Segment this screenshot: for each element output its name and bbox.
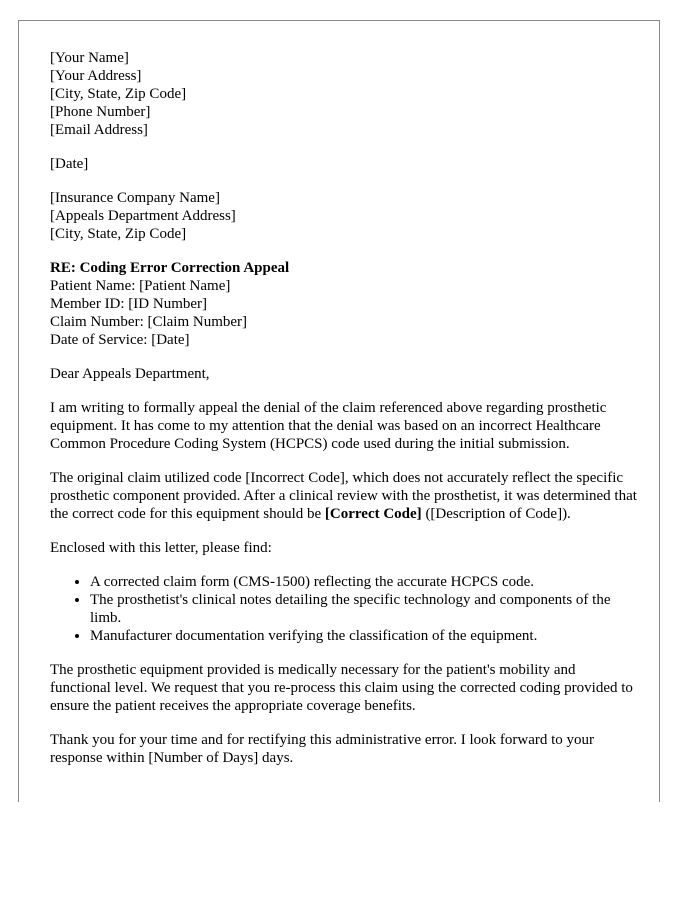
enclosure-item-manufacturer-docs: • Manufacturer documentation verifying the classification of the equipment. (90, 627, 640, 645)
recipient-company: [Insurance Company Name] (50, 190, 220, 206)
paragraph-code-before: The original claim utilized code [Incorrect Code], which does not accurately reflect the specific prosthetic component provided. After a clinical review with the prosthetist, it was determined that the correct code for this equipment should be (50, 470, 637, 522)
paragraph-closing: Thank you for your time and for rectifying this administrative error. I look forward to your response within [Number of Days] days. (50, 732, 595, 766)
sender-address: [Your Address] (50, 68, 142, 84)
re-date-of-service: Date of Service: [Date] (50, 332, 190, 348)
paragraph-appeal-intro: I am writing to formally appeal the denial of the claim referenced above regarding prosthetic equipment. It has come to my attention that the denial was based on an incorrect Healthcare Common Procedure Coding System (HCPCS) code used during the initial submission. (50, 400, 607, 452)
enclosure-intro: Enclosed with this letter, please find: (50, 540, 272, 556)
sender-block (50, 49, 640, 139)
recipient-block (50, 189, 640, 243)
letter-page (18, 20, 660, 802)
re-claim-number: Claim Number: [Claim Number] (50, 314, 248, 330)
correct-code-placeholder: [Correct Code] (324, 506, 422, 522)
enclosure-item-claim-form: • A corrected claim form (CMS-1500) reflecting the accurate HCPCS code. (90, 573, 640, 591)
paragraph-medical-necessity: The prosthetic equipment provided is medically necessary for the patient's mobility and functional level. We request that you re-process this claim using the corrected coding provided to ensure the patient receives the appropriate coverage benefits. (50, 662, 633, 714)
sender-city-state-zip: [City, State, Zip Code] (50, 86, 187, 102)
re-member-id: Member ID: [ID Number] (50, 296, 208, 312)
paragraph-code-after: ([Description of Code]). (421, 506, 571, 522)
salutation: Dear Appeals Department, (50, 366, 210, 382)
sender-phone: [Phone Number] (50, 104, 151, 120)
enclosure-list (50, 573, 640, 645)
recipient-city-state-zip: [City, State, Zip Code] (50, 226, 187, 242)
paragraph-code-correction (50, 469, 640, 523)
recipient-department-address: [Appeals Department Address] (50, 208, 236, 224)
re-subject: RE: Coding Error Correction Appeal (50, 260, 290, 276)
re-block (50, 259, 640, 349)
letter-body (50, 49, 640, 783)
sender-email: [Email Address] (50, 122, 148, 138)
letter-date: [Date] (50, 156, 89, 172)
date-block (50, 155, 640, 173)
enclosure-item-clinical-notes: • The prosthetist's clinical notes detailing the specific technology and components of the limb. (90, 591, 640, 627)
sender-name: [Your Name] (50, 50, 129, 66)
re-patient-name: Patient Name: [Patient Name] (50, 278, 231, 294)
